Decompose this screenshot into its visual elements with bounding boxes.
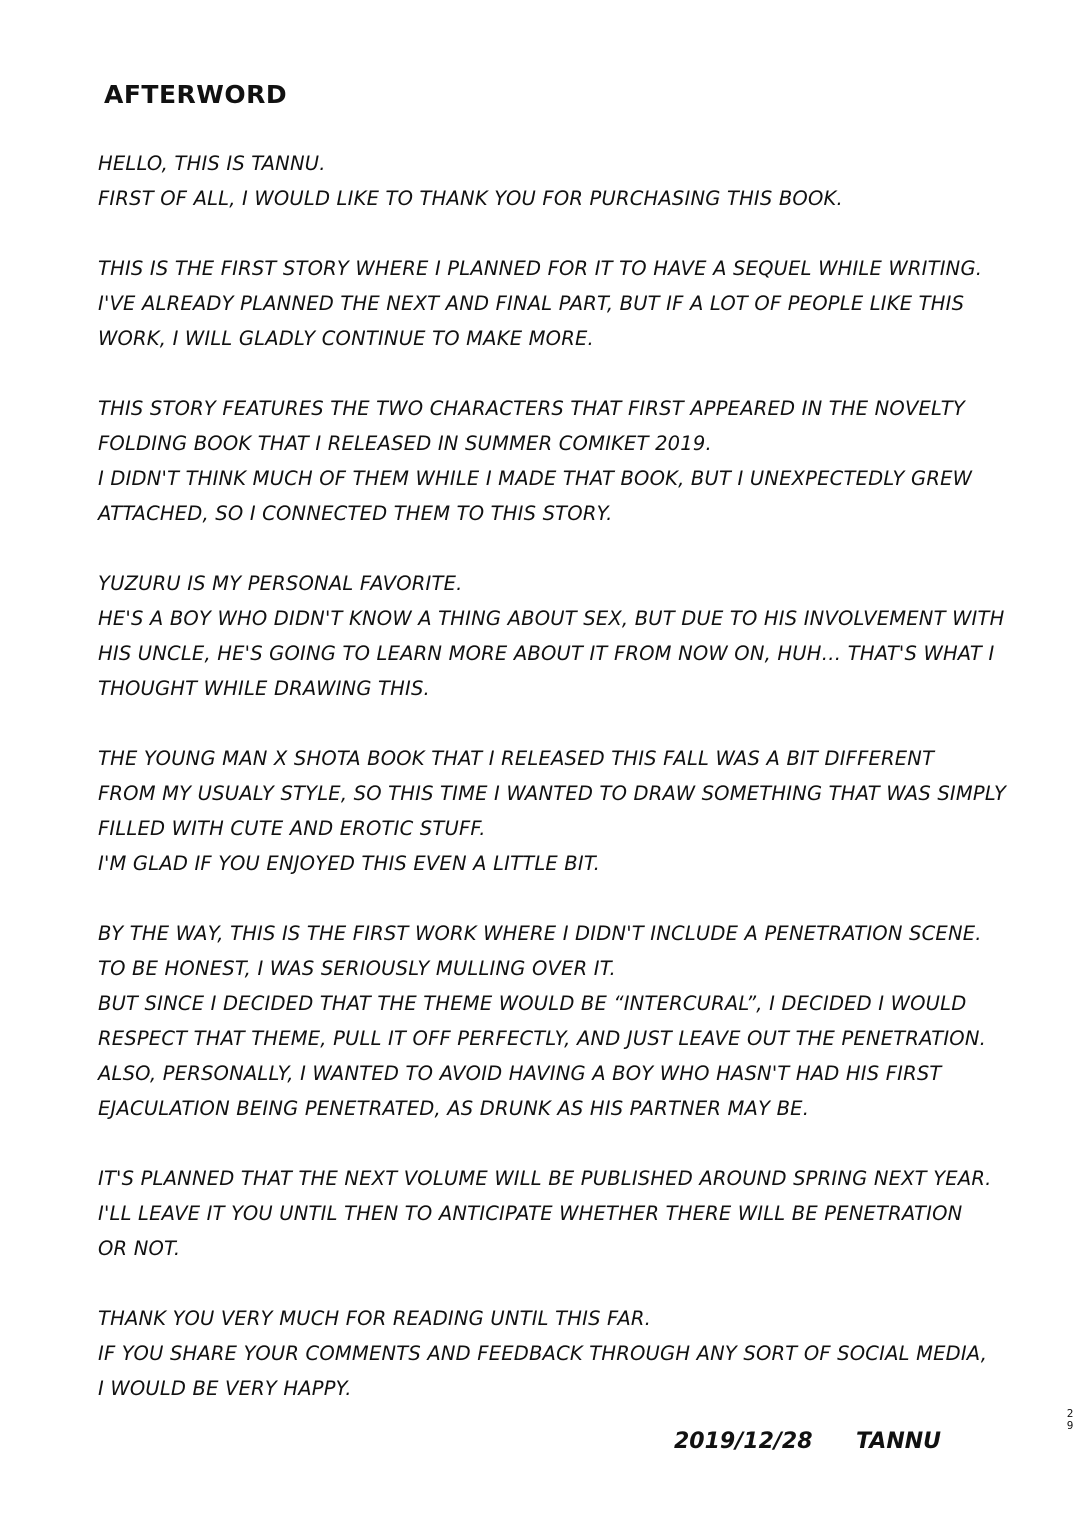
- text-line: BUT SINCE I DECIDED THAT THE THEME WOULD BE “INTERCURAL”, I DECIDED I WOULD: [98, 992, 967, 1015]
- paragraph-characters: [98, 391, 1028, 531]
- text-line: THIS IS THE FIRST STORY WHERE I PLANNED FOR IT TO HAVE A SEQUEL WHILE WRITING.: [98, 257, 983, 280]
- paragraph-sequel: [98, 251, 1028, 356]
- paragraph-favorite: [98, 566, 1028, 706]
- text-line: FROM MY USUALY STYLE, SO THIS TIME I WANTED TO DRAW SOMETHING THAT WAS SIMPLY: [98, 782, 1007, 805]
- page-number: [1064, 1408, 1075, 1432]
- text-line: THANK YOU VERY MUCH FOR READING UNTIL THIS FAR.: [98, 1307, 652, 1330]
- text-line: OR NOT.: [98, 1237, 181, 1260]
- text-line: HE'S A BOY WHO DIDN'T KNOW A THING ABOUT SEX, BUT DUE TO HIS INVOLVEMENT WITH: [98, 607, 1005, 630]
- text-line: ATTACHED, SO I CONNECTED THEM TO THIS STORY.: [98, 502, 613, 525]
- text-line: IT'S PLANNED THAT THE NEXT VOLUME WILL BE PUBLISHED AROUND SPRING NEXT YEAR.: [98, 1167, 992, 1190]
- page-title: AFTERWORD: [104, 80, 288, 109]
- text-line: FIRST OF ALL, I WOULD LIKE TO THANK YOU FOR PURCHASING THIS BOOK.: [98, 187, 843, 210]
- text-line: THOUGHT WHILE DRAWING THIS.: [98, 677, 430, 700]
- text-line: EJACULATION BEING PENETRATED, AS DRUNK AS HIS PARTNER MAY BE.: [98, 1097, 810, 1120]
- paragraph-greeting: [98, 146, 1028, 216]
- text-line: THE YOUNG MAN X SHOTA BOOK THAT I RELEASED THIS FALL WAS A BIT DIFFERENT: [98, 747, 935, 770]
- text-line: I'VE ALREADY PLANNED THE NEXT AND FINAL PART, BUT IF A LOT OF PEOPLE LIKE THIS: [98, 292, 965, 315]
- text-line: I WOULD BE VERY HAPPY.: [98, 1377, 352, 1400]
- text-line: YUZURU IS MY PERSONAL FAVORITE.: [98, 572, 463, 595]
- text-line: FOLDING BOOK THAT I RELEASED IN SUMMER COMIKET 2019.: [98, 432, 712, 455]
- signature-date: 2019/12/28: [674, 1429, 813, 1454]
- text-line: I DIDN'T THINK MUCH OF THEM WHILE I MADE THAT BOOK, BUT I UNEXPECTEDLY GREW: [98, 467, 973, 490]
- text-line: FILLED WITH CUTE AND EROTIC STUFF.: [98, 817, 486, 840]
- text-line: ALSO, PERSONALLY, I WANTED TO AVOID HAVING A BOY WHO HASN'T HAD HIS FIRST: [98, 1062, 942, 1085]
- text-line: HELLO, THIS IS TANNU.: [98, 152, 326, 175]
- text-line: HIS UNCLE, HE'S GOING TO LEARN MORE ABOUT IT FROM NOW ON, HUH… THAT'S WHAT I: [98, 642, 995, 665]
- text-line: I'M GLAD IF YOU ENJOYED THIS EVEN A LITTLE BIT.: [98, 852, 601, 875]
- afterword-body: [98, 146, 1028, 1441]
- signature-name: TANNU: [856, 1429, 942, 1454]
- page-number-digit: 2: [1066, 1407, 1074, 1420]
- paragraph-theme: [98, 916, 1028, 1126]
- text-line: THIS STORY FEATURES THE TWO CHARACTERS THAT FIRST APPEARED IN THE NOVELTY: [98, 397, 966, 420]
- paragraph-thanks: [98, 1301, 1028, 1406]
- page-number-digit: 9: [1066, 1419, 1074, 1432]
- text-line: IF YOU SHARE YOUR COMMENTS AND FEEDBACK THROUGH ANY SORT OF SOCIAL MEDIA,: [98, 1342, 988, 1365]
- paragraph-next-volume: [98, 1161, 1028, 1266]
- text-line: WORK, I WILL GLADLY CONTINUE TO MAKE MORE.: [98, 327, 594, 350]
- paragraph-style: [98, 741, 1028, 881]
- text-line: TO BE HONEST, I WAS SERIOUSLY MULLING OVER IT.: [98, 957, 616, 980]
- text-line: BY THE WAY, THIS IS THE FIRST WORK WHERE I DIDN'T INCLUDE A PENETRATION SCENE.: [98, 922, 982, 945]
- text-line: RESPECT THAT THEME, PULL IT OFF PERFECTLY, AND JUST LEAVE OUT THE PENETRATION.: [98, 1027, 987, 1050]
- text-line: I'LL LEAVE IT YOU UNTIL THEN TO ANTICIPATE WHETHER THERE WILL BE PENETRATION: [98, 1202, 963, 1225]
